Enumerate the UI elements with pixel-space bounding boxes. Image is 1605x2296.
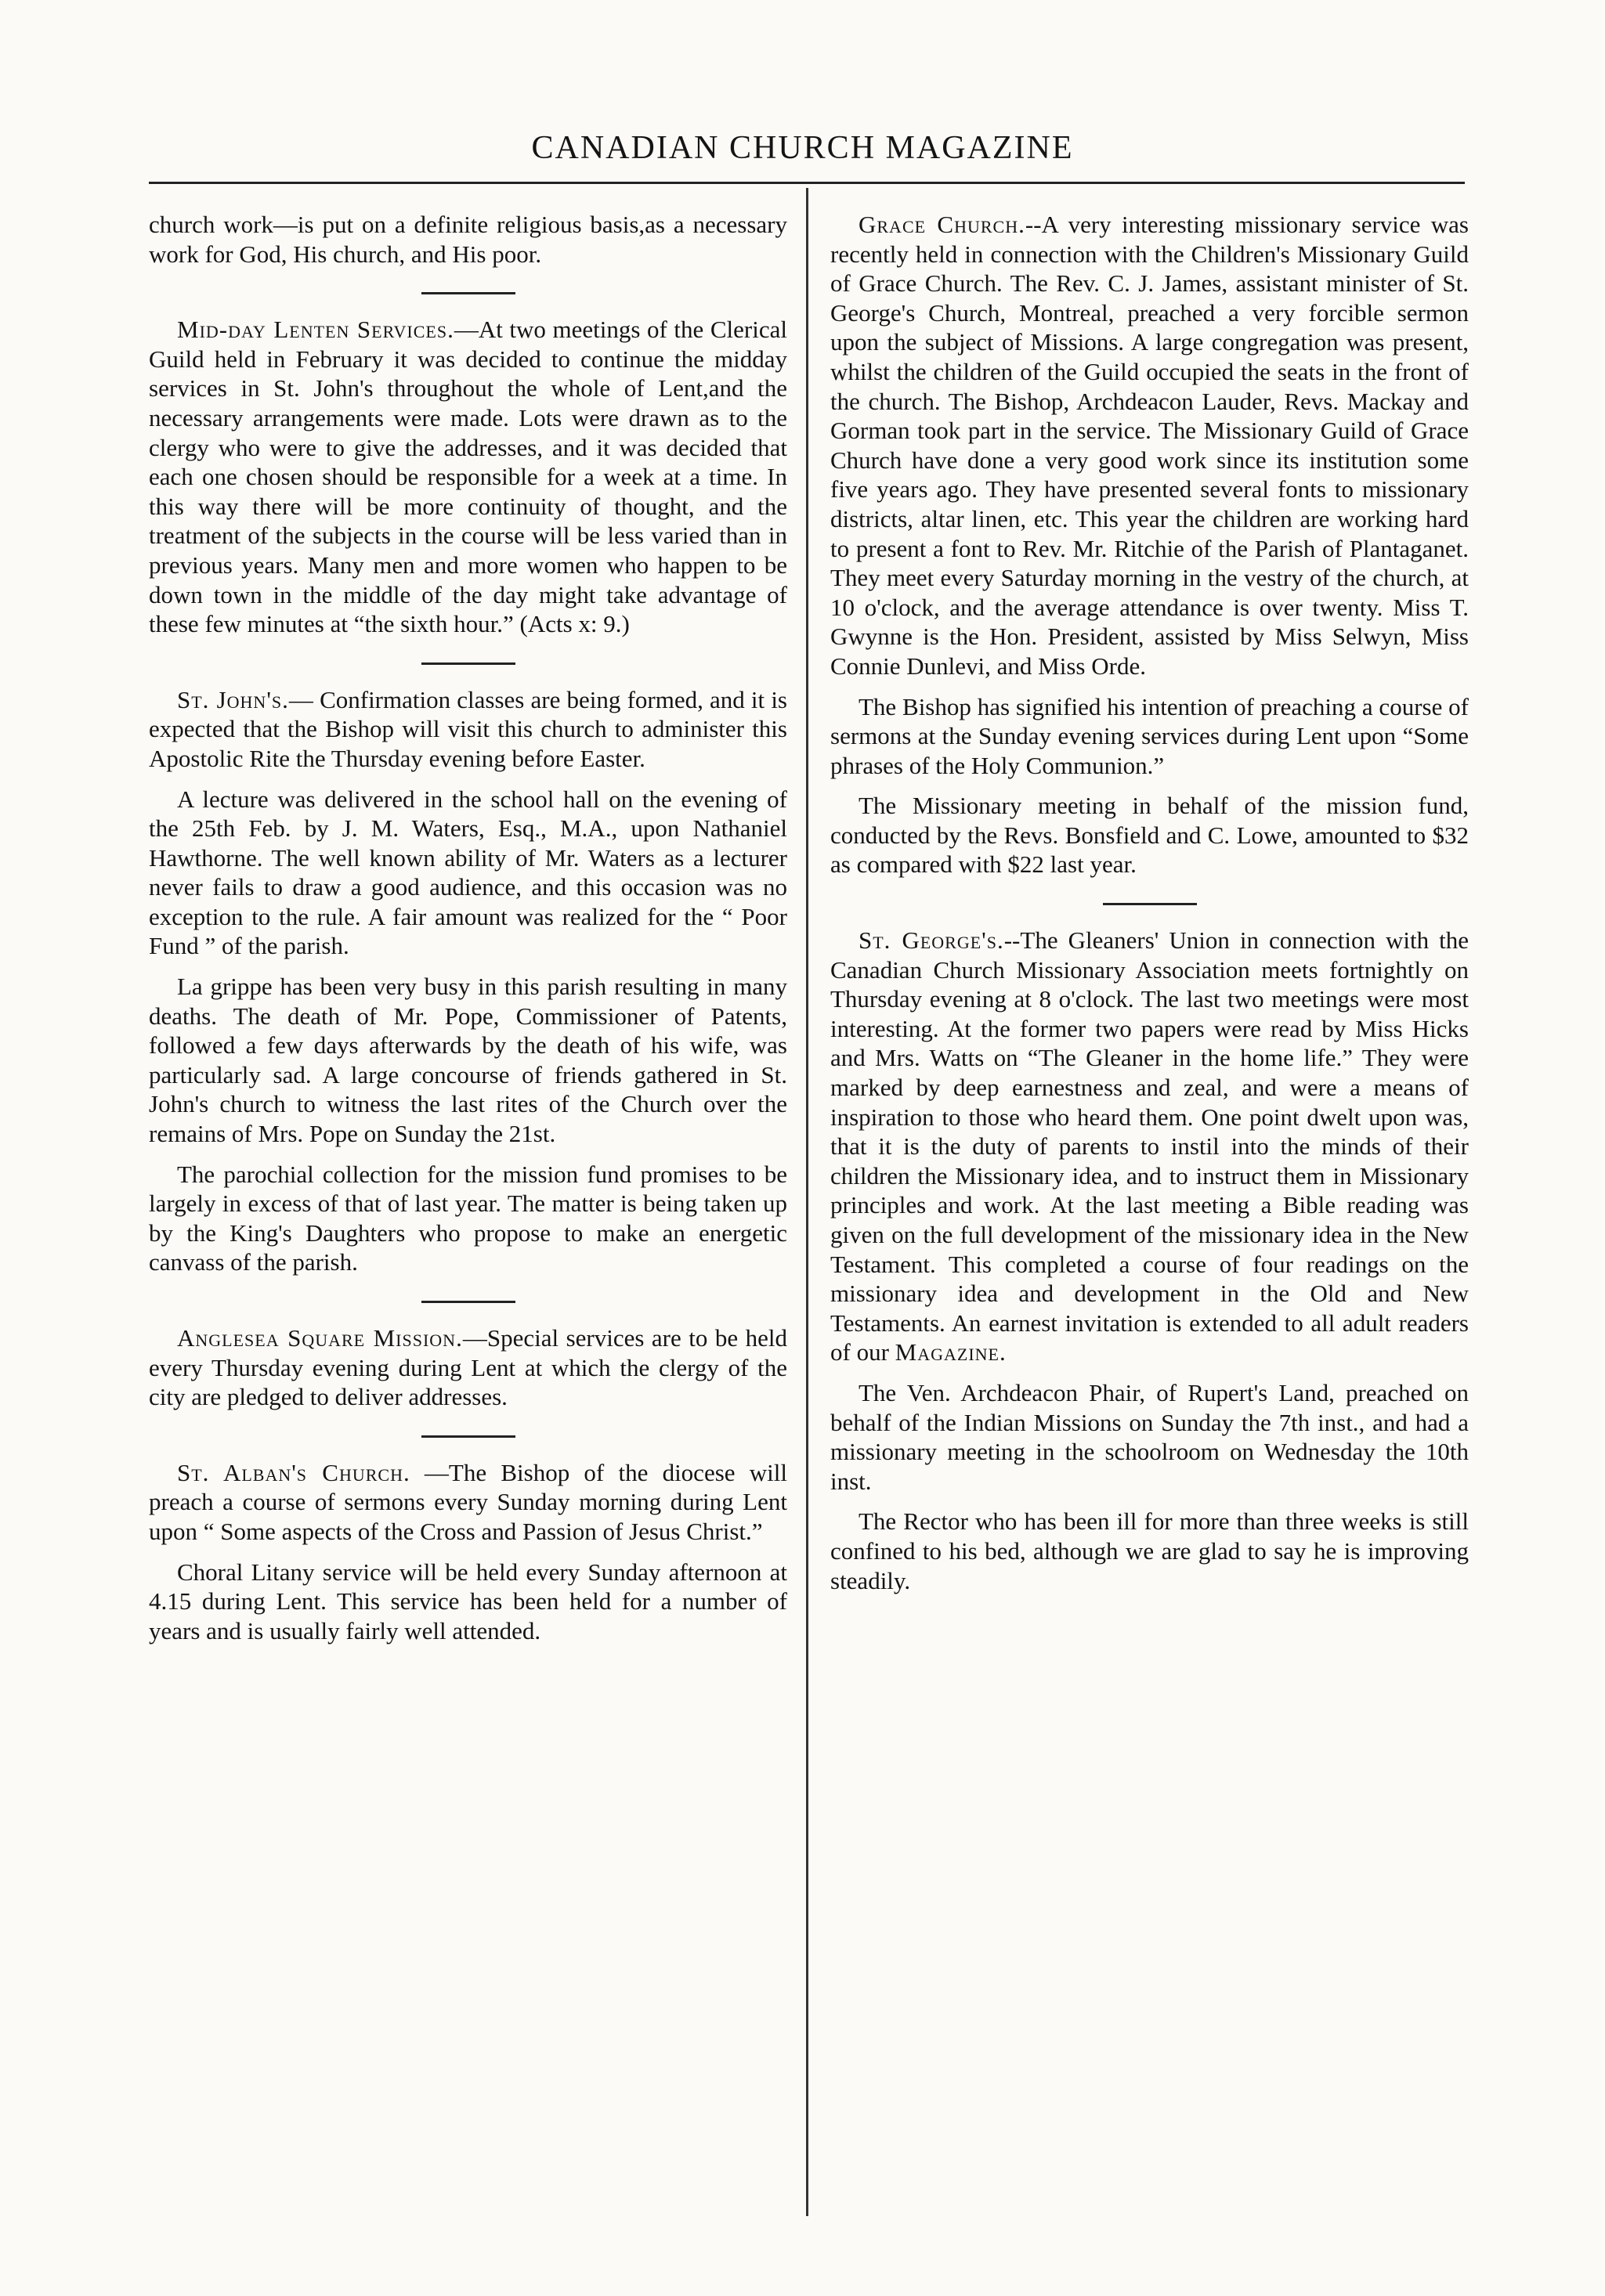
section-heading-st-georges: St. George's. [859, 926, 1004, 955]
paragraph-archdeacon-phair: The Ven. Archdeacon Phair, of Rupert's Land, preached on behalf of the Indian Missions on Sunday the 7th inst., and had a missionary meeting in the schoolroom on Wednesday the 10th inst. [830, 1378, 1469, 1495]
section-heading-anglesea: Anglesea Square Mission. [177, 1324, 463, 1352]
right-column [830, 210, 1469, 1606]
left-column [149, 210, 787, 1656]
header-rule [149, 182, 1465, 184]
paragraph-anglesea-square: Anglesea Square Mission.—Special services are to be held every Thursday evening during Lent at which the clergy of the city are pledged to deliver addresses. [149, 1324, 787, 1411]
section-separator [421, 292, 515, 294]
paragraph-parochial-collection: The parochial collection for the mission fund promises to be largely in excess of that of last year. The matter is being taken up by the King's Daughters who propose to make an energetic canvass of the parish. [149, 1160, 787, 1276]
paragraph-la-grippe: La grippe has been very busy in this parish resulting in many deaths. The death of Mr. Pope, Commissioner of Patents, followed a few days afterwards by the death of his wife, was particularly sad. A large concourse of friends gathered in St. John's church to witness the last rites of the Church over the remains of Mrs. Pope on Sunday the 21st. [149, 973, 787, 1148]
section-heading-midday: Mid-day Lenten Services. [177, 316, 454, 344]
section-separator [421, 662, 515, 665]
paragraph-choral-litany: Choral Litany service will be held every Sunday afternoon at 4.15 during Lent. This service has been held for a number of years and is usually fairly well attended. [149, 1558, 787, 1644]
paragraph-st-georges: St. George's.--The Gleaners' Union in connection with the Canadian Church Missionary Association meets fortnightly on Thursday evening at 8 o'clock. The last two meetings were most interesting. At the former two papers were read by Miss Hicks and Mrs. Watts on “The Gleaner in the home life.” They were marked by deep earnestness and zeal, and were a means of inspiration to those who heard them. One point dwelt upon was, that it is the duty of parents to instil into the minds of their children the Missionary idea, and to instruct them in Missionary principles and work. At the last meeting a Bible reading was given on the full development of the missionary idea in the New Testament. This completed a course of four readings on the missionary idea and development in the Old and New Testaments. An earnest invitation is extended to all adult readers of our Magazine. [830, 926, 1469, 1366]
column-divider [806, 188, 808, 2216]
paragraph-missionary-meeting: The Missionary meeting in behalf of the mission fund, conducted by the Revs. Bonsfield and C. Lowe, amounted to $32 as compared with $22 last year. [830, 792, 1469, 879]
paragraph-church-work: church work—is put on a definite religious basis,as a necessary work for God, His church, and His poor. [149, 211, 787, 268]
paragraph-grace-church: Grace Church.--A very interesting missionary service was recently held in connection with the Children's Missionary Guild of Grace Church. The Rev. C. J. James, assistant minister of St. George's Church, Montreal, preached a very forcible sermon upon the subject of Missions. A large congregation was present, whilst the children of the Guild occupied the seats in the front of the church. The Bishop, Archdeacon Lauder, Revs. Mackay and Gorman took part in the service. The Missionary Guild of Grace Church have done a very good work since its institution some five years ago. They have presented several fonts to missionary districts, altar linen, etc. This year the children are working hard to present a font to Rev. Mr. Ritchie of the Parish of Plantaganet. They meet every Saturday morning in the vestry of the church, at 10 o'clock, and the average attendance is over twenty. Miss T. Gwynne is the Hon. President, assisted by Miss Selwyn, Miss Connie Dunlevi, and Miss Orde. [830, 211, 1469, 680]
section-heading-st-albans: St. Alban's Church. [177, 1458, 410, 1486]
paragraph-rector-ill: The Rector who has been ill for more than three weeks is still confined to his bed, although we are glad to say he is improving steadily. [830, 1507, 1469, 1594]
section-separator [421, 1301, 515, 1303]
paragraph-midday-lenten-services: Mid-day Lenten Services.—At two meetings of the Clerical Guild held in February it was decided to continue the midday services in St. John's throughout the whole of Lent,and the necessary arrangements were made. Lots were drawn as to the clergy who were to give the addresses, and it was decided that each one chosen should be responsible for a week at a time. In this way there will be more continuity of thought, and the treatment of the subjects in the course will be less varied than in previous years. Many men and more women who happen to be down town in the middle of the day might take advantage of these few minutes at “the sixth hour.” (Acts x: 9.) [149, 316, 787, 638]
section-heading-st-johns: St. John's. [177, 685, 289, 713]
magazine-name: Magazine. [895, 1338, 1007, 1366]
paragraph-st-johns: St. John's.— Confirmation classes are being formed, and it is expected that the Bishop will visit this church to administer this Apostolic Rite the Thursday evening before Easter. [149, 685, 787, 772]
section-heading-grace-church: Grace Church. [859, 211, 1025, 238]
section-separator [421, 1435, 515, 1438]
section-separator [1103, 903, 1197, 905]
paragraph-bishop-sermons: The Bishop has signified his intention of preaching a course of sermons at the Sunday evening services during Lent upon “Some phrases of the Holy Communion.” [830, 692, 1469, 779]
paragraph-lecture: A lecture was delivered in the school hall on the evening of the 25th Feb. by J. M. Waters, Esq., M.A., upon Nathaniel Hawthorne. The well known ability of Mr. Waters as a lecturer never fails to draw a good audience, and this occasion was no exception to the rule. A fair amount was realized for the “ Poor Fund ” of the parish. [149, 785, 787, 960]
magazine-header: CANADIAN CHURCH MAGAZINE [531, 130, 1074, 166]
paragraph-st-albans: St. Alban's Church. —The Bishop of the diocese will preach a course of sermons every Sunday morning during Lent upon “ Some aspects of the Cross and Passion of Jesus Christ.” [149, 1458, 787, 1545]
